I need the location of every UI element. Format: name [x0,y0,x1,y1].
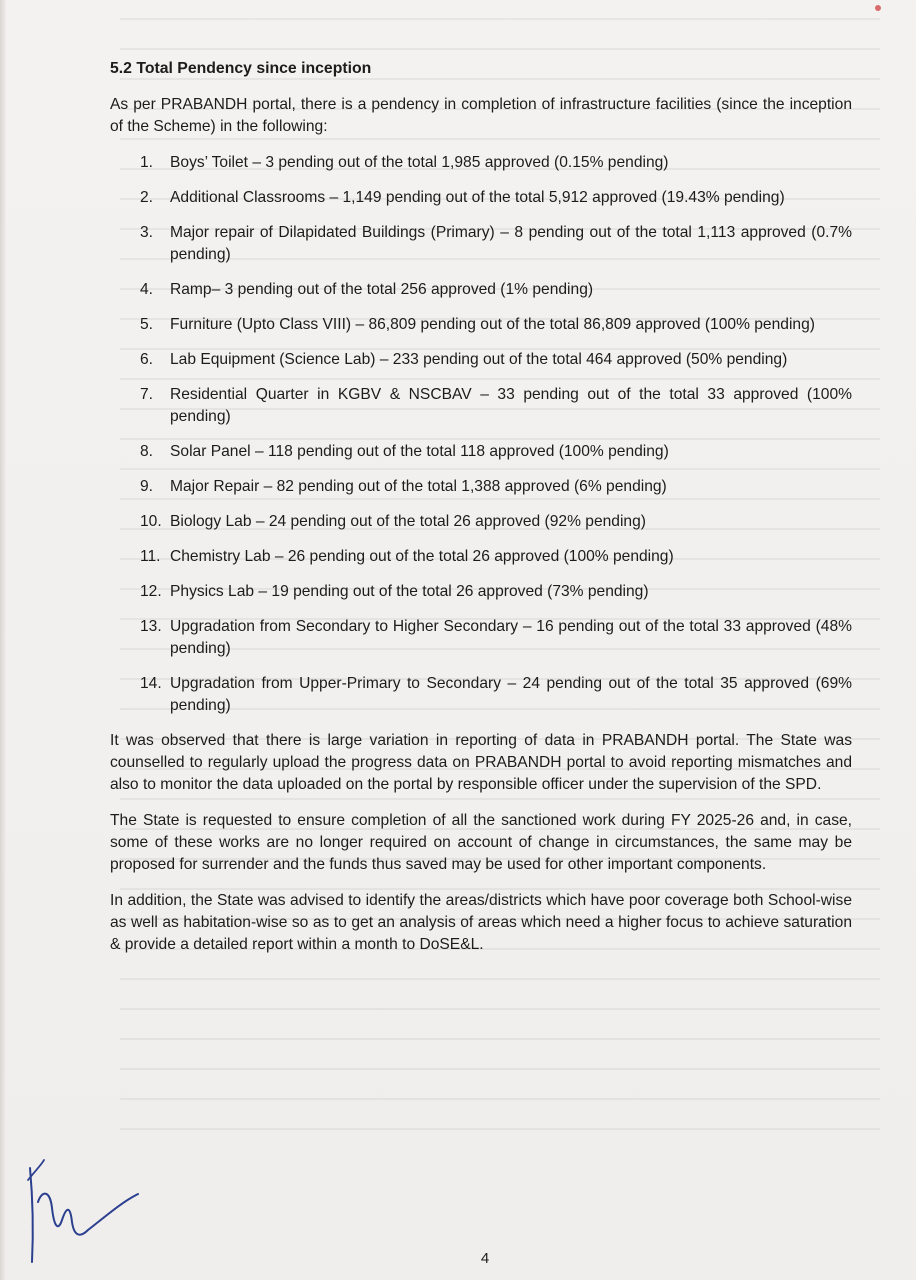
list-item [110,152,852,174]
list-item-text: Biology Lab – 24 pending out of the total 26 approved (92% pending) [170,513,646,530]
list-item-text: Upgradation from Upper-Primary to Secondary – 24 pending out of the total 35 approved (69% pending) [170,675,852,714]
list-item [110,673,852,717]
list-item-number: 3. [140,224,154,241]
advice-paragraph: In addition, the State was advised to identify the areas/districts which have poor coverage both School-wise as well as habitation-wise so as to get an analysis of areas which need a higher focus to achieve saturation & provide a detailed report within a month to DoSE&L. [110,892,852,953]
list-item-text: Residential Quarter in KGBV & NSCBAV – 33 pending out of the total 33 approved (100% pending) [170,386,852,425]
list-item-number: 2. [140,189,154,206]
list-item [110,546,852,568]
list-item-number: 1. [140,154,154,171]
list-item [110,581,852,603]
list-item-text: Furniture (Upto Class VIII) – 86,809 pending out of the total 86,809 approved (100% pending) [170,316,815,333]
page-edge-shadow [0,0,6,1280]
list-item-number: 14. [140,675,162,692]
list-item-number: 13. [140,618,162,635]
list-item-text: Ramp– 3 pending out of the total 256 approved (1% pending) [170,281,594,298]
list-item [110,279,852,301]
list-item-number: 5. [140,316,154,333]
list-item-text: Chemistry Lab – 26 pending out of the total 26 approved (100% pending) [170,548,674,565]
list-item-text: Major repair of Dilapidated Buildings (Primary) – 8 pending out of the total 1,113 approved (0.7% pending) [170,224,852,263]
list-item-number: 7. [140,386,154,403]
list-item [110,441,852,463]
list-item-text: Solar Panel – 118 pending out of the total 118 approved (100% pending) [170,443,669,460]
list-item [110,187,852,209]
list-item [110,616,852,660]
list-item [110,384,852,428]
list-item-number: 12. [140,583,162,600]
document-body [110,58,852,970]
list-item [110,349,852,371]
completion-request-paragraph: The State is requested to ensure completion of all the sanctioned work during FY 2025-26 and, in case, some of these works are no longer required on account of change in circumstances, the same may be proposed for surrender and the funds thus saved may be used for other important components. [110,812,852,873]
list-item-number: 10. [140,513,162,530]
page-mark [875,5,881,11]
list-item-number: 9. [140,478,154,495]
list-item-number: 11. [140,548,161,565]
observation-paragraph: It was observed that there is large variation in reporting of data in PRABANDH portal. The State was counselled to regularly upload the progress data on PRABANDH portal to avoid reporting mismatches and also to monitor the data uploaded on the portal by responsible officer under the supervision of the SPD. [110,732,852,793]
list-item-text: Boys’ Toilet – 3 pending out of the total 1,985 approved (0.15% pending) [170,154,669,171]
list-item-number: 8. [140,443,154,460]
list-item-number: 6. [140,351,154,368]
list-item [110,511,852,533]
intro-paragraph: As per PRABANDH portal, there is a pendency in completion of infrastructure facilities (since the inception of the Scheme) in the following: [110,96,852,135]
list-item [110,476,852,498]
list-item [110,314,852,336]
pendency-list [110,152,852,717]
handwritten-signature [10,1150,150,1270]
list-item [110,222,852,266]
list-item-text: Additional Classrooms – 1,149 pending out of the total 5,912 approved (19.43% pending) [170,189,785,206]
section-heading: 5.2 Total Pendency since inception [110,60,372,77]
page-number: 4 [480,1250,490,1267]
list-item-text: Lab Equipment (Science Lab) – 233 pending out of the total 464 approved (50% pending) [170,351,788,368]
list-item-text: Physics Lab – 19 pending out of the total 26 approved (73% pending) [170,583,649,600]
list-item-text: Upgradation from Secondary to Higher Secondary – 16 pending out of the total 33 approved (48% pending) [170,618,852,657]
list-item-text: Major Repair – 82 pending out of the total 1,388 approved (6% pending) [170,478,667,495]
list-item-number: 4. [140,281,154,298]
